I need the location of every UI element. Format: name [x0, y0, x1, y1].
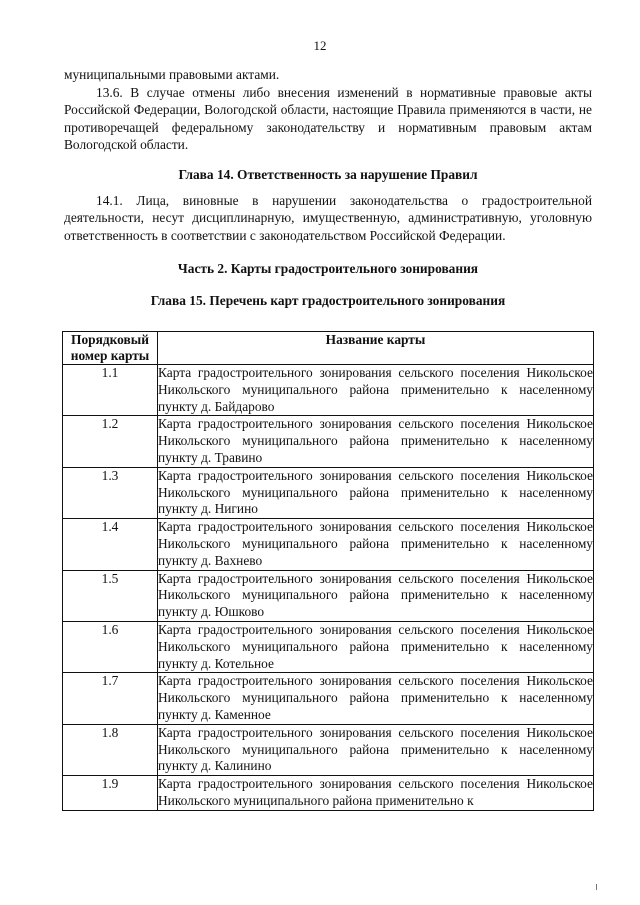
map-name-cell — [158, 365, 594, 416]
map-number-cell: 1.4 — [63, 519, 158, 570]
paragraph-13-6: 13.6. В случае отмены либо внесения изменений в нормативные правовые акты Российской Федерации, Вологодской области, настоящие Правила применяются в части, не противоречащей федеральному законодательству и нормативным правовым актам Вологодской области. — [64, 84, 592, 153]
document-body — [64, 66, 592, 310]
map-name-text: Карта градостроительного зонирования сельского поселения Никольское Никольского муниципального района применительно к населенному пункту д. Байдарово — [158, 365, 593, 414]
map-name-cell — [158, 519, 594, 570]
continuation-paragraph: муниципальными правовыми актами. — [64, 67, 280, 82]
table-row — [63, 724, 594, 775]
maps-table-body — [63, 365, 594, 811]
page-number: 12 — [313, 38, 327, 53]
chapter-14-title: Глава 14. Ответственность за нарушение Правил — [178, 166, 478, 182]
map-name-text: Карта градостроительного зонирования сельского поселения Никольское Никольского муниципального района применительно к населенному пункту д. Юшково — [158, 570, 593, 620]
chapter-15-title: Глава 15. Перечень карт градостроительного зонирования — [150, 292, 506, 308]
table-row — [63, 776, 594, 811]
map-number-cell: 1.9 — [63, 776, 158, 811]
map-name-text: Карта градостроительного зонирования сельского поселения Никольское Никольского муниципального района применительно к населенному пункту д. Котельное — [158, 621, 593, 671]
table-header-row — [63, 332, 594, 365]
map-number-cell: 1.5 — [63, 570, 158, 621]
table-row — [63, 365, 594, 416]
map-name-text: Карта градостроительного зонирования сельского поселения Никольское Никольского муниципального района применительно к населенному пункту д. Вахнево — [158, 519, 593, 568]
map-name-cell — [158, 621, 594, 672]
map-number-cell: 1.6 — [63, 621, 158, 672]
table-row — [63, 416, 594, 467]
map-name-cell — [158, 673, 594, 724]
map-name-cell — [158, 570, 594, 621]
map-name-cell — [158, 724, 594, 775]
maps-table — [62, 331, 594, 811]
map-name-text: Карта градостроительного зонирования сельского поселения Никольское Никольского муниципального района применительно к населенному пункту д. Нигино — [158, 467, 593, 517]
map-name-text: Карта градостроительного зонирования сельского поселения Никольское Никольского муниципального района применительно к населенному пункту д. Травино — [158, 416, 593, 465]
table-row — [63, 570, 594, 621]
map-name-text: Карта градостроительного зонирования сельского поселения Никольское Никольского муниципального района применительно к населенному пункту д. Калинино — [158, 724, 593, 774]
table-row — [63, 621, 594, 672]
map-number-cell: 1.8 — [63, 724, 158, 775]
paragraph-14-1: 14.1. Лица, виновные в нарушении законодательства о градостроительной деятельности, несут дисциплинарную, имущественную, административную, уголовную ответственность в соответствии с законодательством Российской Федерации. — [64, 192, 592, 243]
header-number: Порядковый номер карты — [63, 332, 158, 365]
map-name-cell — [158, 467, 594, 518]
scan-mark — [596, 884, 597, 890]
header-name: Название карты — [158, 332, 594, 365]
map-number-cell: 1.2 — [63, 416, 158, 467]
table-row — [63, 673, 594, 724]
map-number-cell: 1.1 — [63, 365, 158, 416]
map-number-cell: 1.3 — [63, 467, 158, 518]
map-name-text: Карта градостроительного зонирования сельского поселения Никольское Никольского муниципального района применительно к — [158, 776, 593, 808]
map-name-cell — [158, 416, 594, 467]
map-number-cell: 1.7 — [63, 673, 158, 724]
table-row — [63, 467, 594, 518]
map-name-cell — [158, 776, 594, 811]
table-row — [63, 519, 594, 570]
map-name-text: Карта градостроительного зонирования сельского поселения Никольское Никольского муниципального района применительно к населенному пункту д. Каменное — [158, 673, 593, 722]
part-2-title: Часть 2. Карты градостроительного зонирования — [177, 261, 479, 277]
